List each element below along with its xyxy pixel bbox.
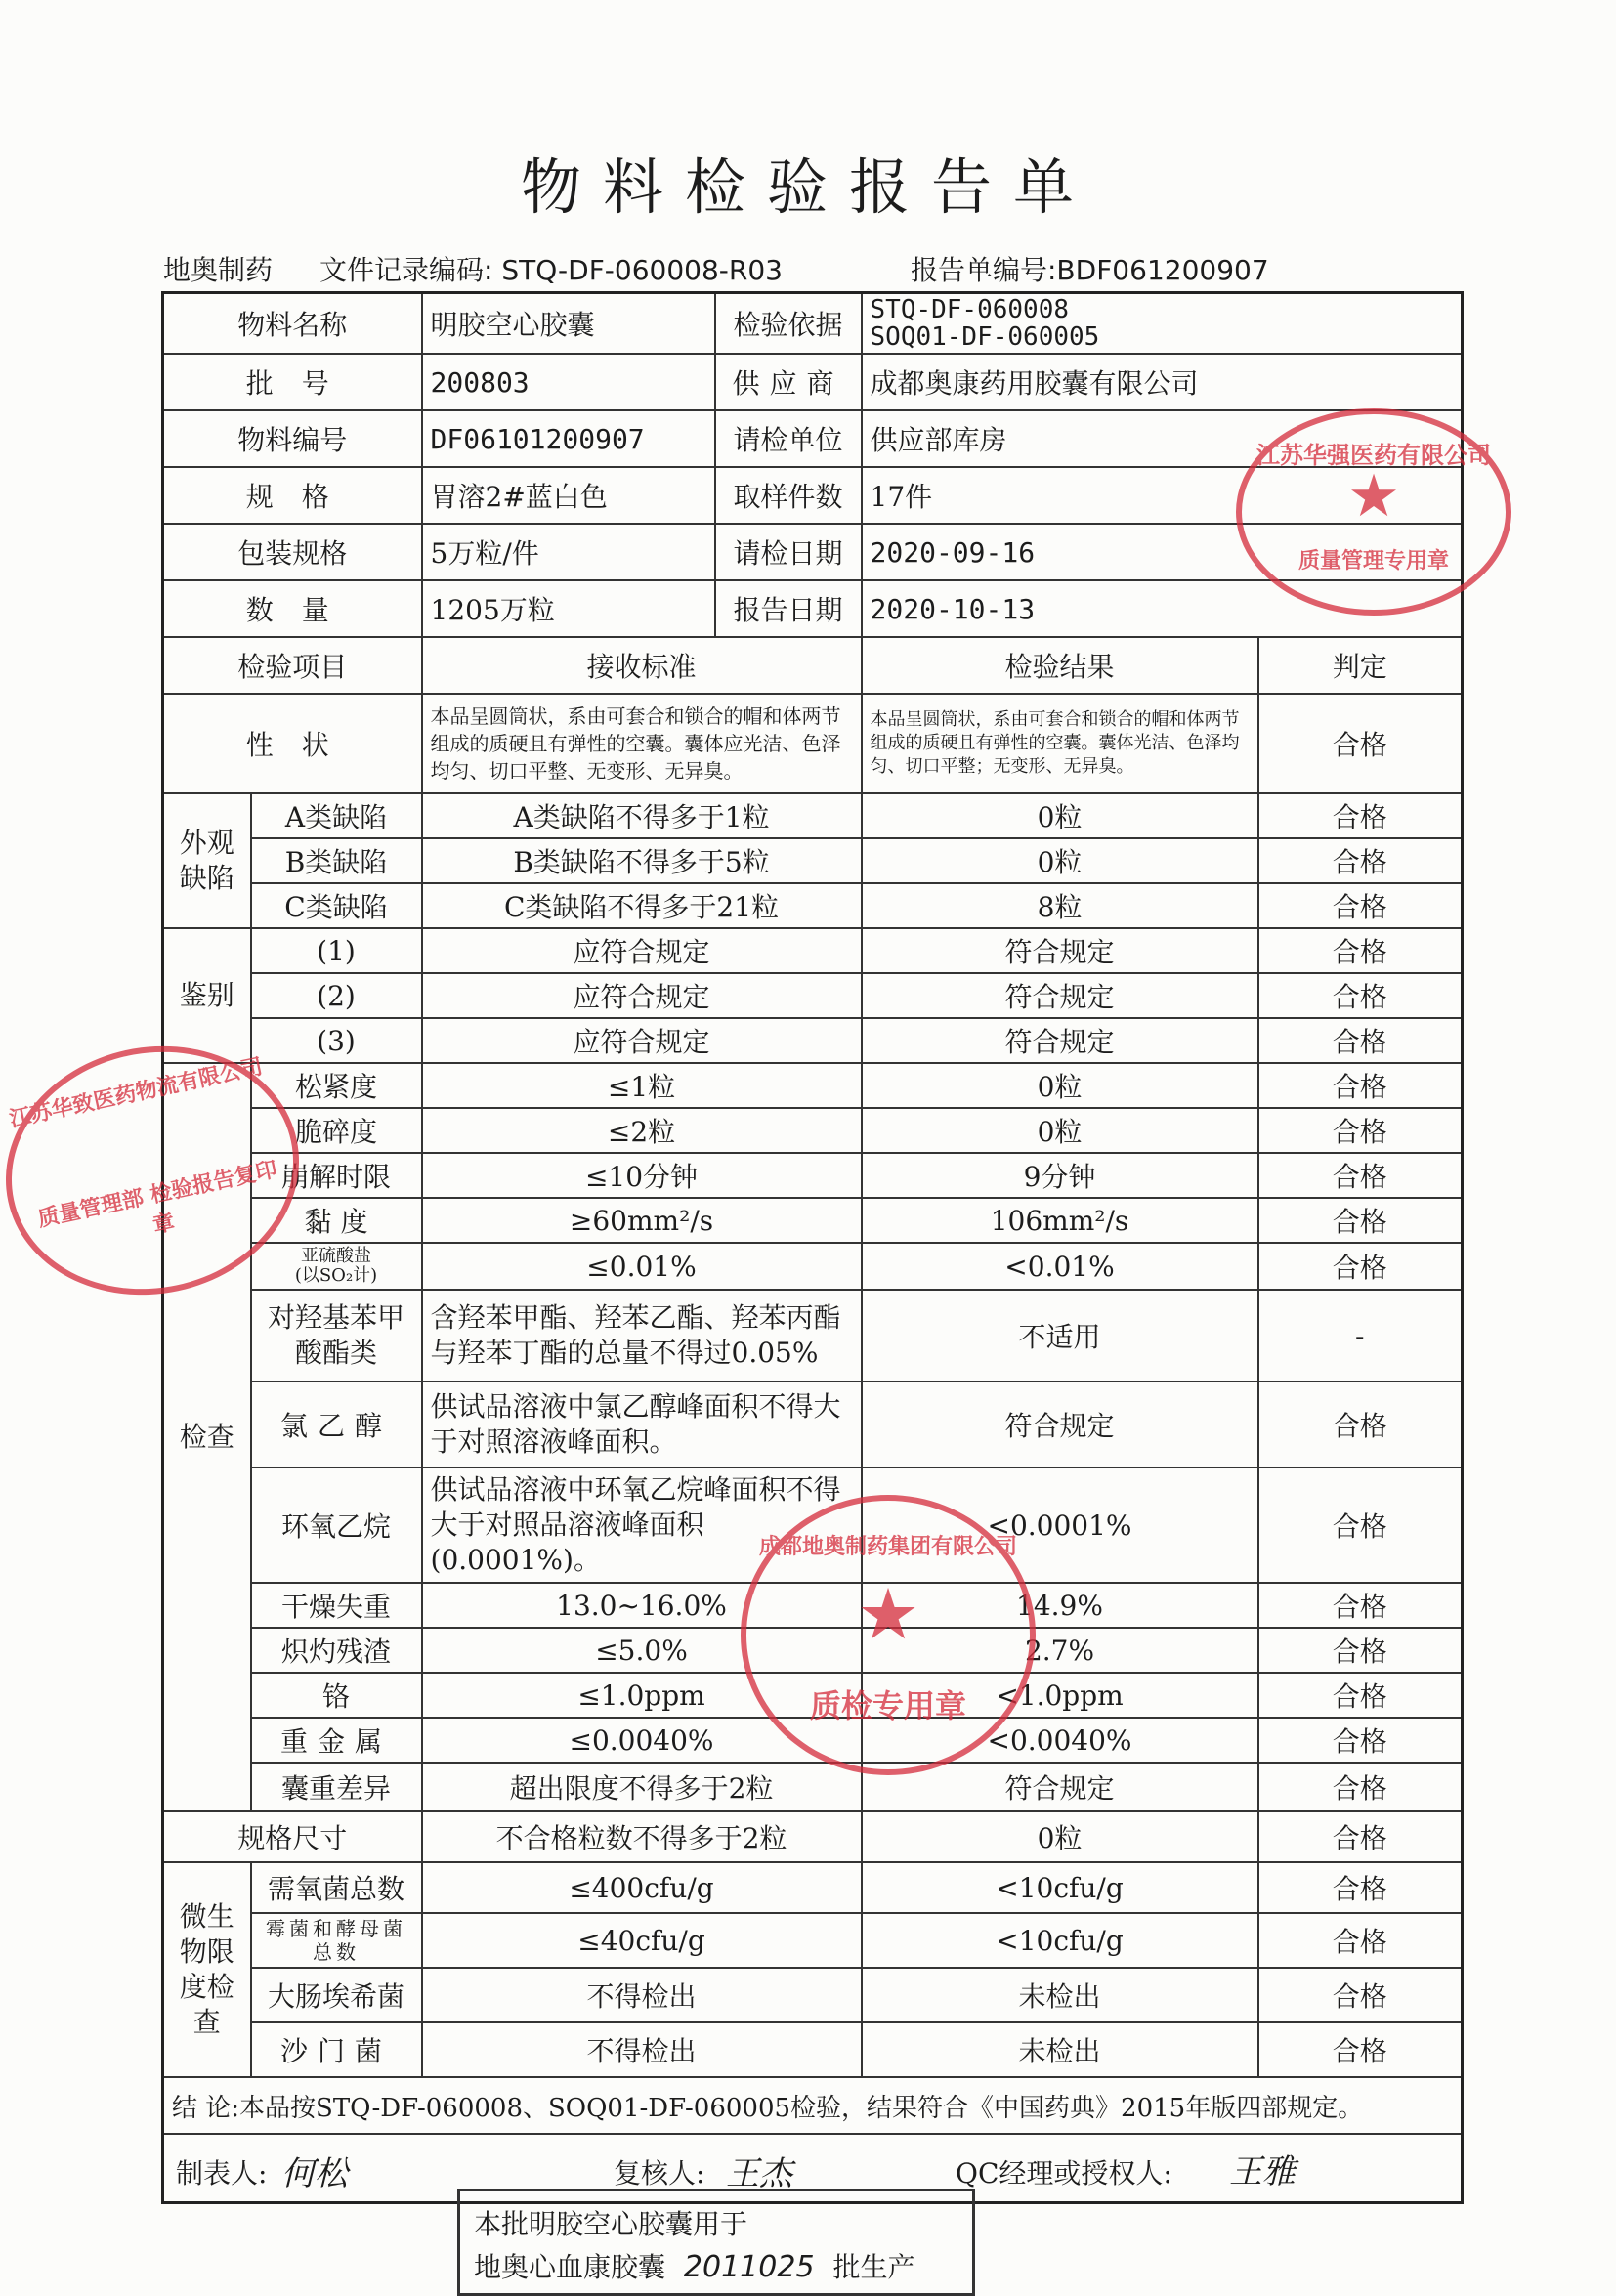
character-label: 性 状 bbox=[163, 694, 422, 793]
row-item: 炽灼残渣 bbox=[251, 1628, 422, 1673]
qc-signature: 王雅 bbox=[1229, 2152, 1296, 2191]
row-verdict: 合格 bbox=[1258, 1628, 1463, 1673]
header-verdict: 判定 bbox=[1258, 637, 1463, 694]
label-report-date: 报告日期 bbox=[715, 580, 862, 637]
row-verdict: 合格 bbox=[1258, 1763, 1463, 1811]
row-result: 符合规定 bbox=[862, 1763, 1258, 1811]
row-verdict: 合格 bbox=[1258, 883, 1463, 928]
character-row bbox=[163, 694, 1463, 793]
table-row bbox=[163, 1018, 1463, 1063]
value-supplier: 成都奥康药用胶囊有限公司 bbox=[862, 354, 1463, 410]
table-row bbox=[163, 2022, 1463, 2077]
table-row bbox=[163, 1862, 1463, 1913]
label-spec: 规 格 bbox=[163, 467, 422, 524]
row-standard: 超出限度不得多于2粒 bbox=[422, 1763, 862, 1811]
row-result: <10cfu/g bbox=[862, 1913, 1258, 1968]
row-item: B类缺陷 bbox=[251, 838, 422, 883]
row-result: 未检出 bbox=[862, 2022, 1258, 2077]
row-standard: 应符合规定 bbox=[422, 1018, 862, 1063]
report-title: 物料检验报告单 bbox=[520, 151, 1095, 223]
header-standard: 接收标准 bbox=[422, 637, 862, 694]
table-row bbox=[163, 928, 1463, 973]
label-qty: 数 量 bbox=[163, 580, 422, 637]
label-basis: 检验依据 bbox=[715, 293, 862, 355]
company-name: 地奥制药 bbox=[163, 254, 274, 286]
row-verdict: 合格 bbox=[1258, 1968, 1463, 2022]
value-sample: 17件 bbox=[862, 467, 1463, 524]
row-standard: ≤1.0ppm bbox=[422, 1673, 862, 1718]
value-request-date: 2020-09-16 bbox=[862, 524, 1463, 580]
table-row bbox=[163, 883, 1463, 928]
row-verdict: 合格 bbox=[1258, 1862, 1463, 1913]
micro-group-label: 微生物限度检查 bbox=[163, 1862, 251, 2077]
label-requester: 请检单位 bbox=[715, 410, 862, 467]
row-verdict: 合格 bbox=[1258, 928, 1463, 973]
row-verdict: 合格 bbox=[1258, 2022, 1463, 2077]
row-standard: ≤400cfu/g bbox=[422, 1862, 862, 1913]
stamp1-sub-text: 质量管理专用章 bbox=[1297, 549, 1449, 574]
info-row-batch bbox=[163, 354, 1463, 410]
table-row bbox=[163, 1198, 1463, 1243]
preparer-label: 制表人: bbox=[176, 2157, 268, 2190]
row-item: 松紧度 bbox=[251, 1063, 422, 1108]
info-row-material bbox=[163, 293, 1463, 355]
row-verdict: 合格 bbox=[1258, 1467, 1463, 1583]
row-verdict: 合格 bbox=[1258, 1673, 1463, 1718]
row-result: <0.01% bbox=[862, 1243, 1258, 1290]
value-requester: 供应部库房 bbox=[862, 410, 1463, 467]
table-row bbox=[163, 1382, 1463, 1467]
table-row bbox=[163, 838, 1463, 883]
row-item: (3) bbox=[251, 1018, 422, 1063]
row-verdict: 合格 bbox=[1258, 1718, 1463, 1763]
character-verdict: 合格 bbox=[1258, 694, 1463, 793]
row-standard: 应符合规定 bbox=[422, 928, 862, 973]
row-standard: 含羟苯甲酯、羟苯乙酯、羟苯丙酯与羟苯丁酯的总量不得过0.05% bbox=[422, 1290, 862, 1382]
row-result: 符合规定 bbox=[862, 928, 1258, 973]
row-standard: 供试品溶液中氯乙醇峰面积不得大于对照溶液峰面积。 bbox=[422, 1382, 862, 1467]
size-row bbox=[163, 1811, 1463, 1862]
row-item: 大肠埃希菌 bbox=[251, 1968, 422, 2022]
row-result: 0粒 bbox=[862, 1063, 1258, 1108]
row-standard: ≤0.0040% bbox=[422, 1718, 862, 1763]
table-row bbox=[163, 1290, 1463, 1382]
row-item: 铬 bbox=[251, 1673, 422, 1718]
qc-label: QC经理或授权人: bbox=[956, 2157, 1172, 2190]
row-result: 不适用 bbox=[862, 1290, 1258, 1382]
sulfite-note: (以SO₂计) bbox=[294, 1265, 378, 1286]
reviewer-signature: 王杰 bbox=[726, 2154, 792, 2193]
table-row bbox=[163, 1063, 1463, 1108]
row-result: <1.0ppm bbox=[862, 1673, 1258, 1718]
manufacturer-qc-stamp bbox=[741, 1495, 1036, 1775]
row-standard: ≤0.01% bbox=[422, 1243, 862, 1290]
label-material-name: 物料名称 bbox=[163, 293, 422, 355]
row-verdict: - bbox=[1258, 1290, 1463, 1382]
info-row-qty bbox=[163, 580, 1463, 637]
value-basis bbox=[862, 293, 1463, 355]
row-verdict: 合格 bbox=[1258, 1382, 1463, 1467]
row-result: 9分钟 bbox=[862, 1153, 1258, 1198]
table-row bbox=[163, 1108, 1463, 1153]
row-item: 需氧菌总数 bbox=[251, 1862, 422, 1913]
row-result: 0粒 bbox=[862, 1811, 1258, 1862]
row-result: <0.0001% bbox=[862, 1467, 1258, 1583]
row-item: 环氧乙烷 bbox=[251, 1467, 422, 1583]
row-standard: 不得检出 bbox=[422, 2022, 862, 2077]
note-suffix: 批生产 bbox=[832, 2251, 915, 2283]
row-item: 脆碎度 bbox=[251, 1108, 422, 1153]
row-item: 霉菌和酵母菌总数 bbox=[251, 1913, 422, 1968]
row-result: 0粒 bbox=[862, 838, 1258, 883]
row-result: <10cfu/g bbox=[862, 1862, 1258, 1913]
character-result: 本品呈圆筒状，系由可套合和锁合的帽和体两节组成的质硬且有弹性的空囊。囊体光洁、色泽均匀、切口平整；无变形、无异臭。 bbox=[862, 694, 1258, 793]
row-result: 符合规定 bbox=[862, 1018, 1258, 1063]
row-standard: 应符合规定 bbox=[422, 973, 862, 1018]
row-result: 106mm²/s bbox=[862, 1198, 1258, 1243]
note-product: 地奥心血康胶囊 bbox=[474, 2251, 666, 2283]
row-verdict: 合格 bbox=[1258, 1583, 1463, 1628]
row-standard: ≤40cfu/g bbox=[422, 1913, 862, 1968]
table-row bbox=[163, 793, 1463, 838]
row-standard: A类缺陷不得多于1粒 bbox=[422, 793, 862, 838]
star-icon: ★ bbox=[1347, 462, 1400, 531]
value-material-name: 明胶空心胶囊 bbox=[422, 293, 715, 355]
basis-2: SOQ01-DF-060005 bbox=[870, 322, 1100, 352]
row-standard: ≤1粒 bbox=[422, 1063, 862, 1108]
label-supplier: 供应商 bbox=[715, 354, 862, 410]
row-result: 符合规定 bbox=[862, 973, 1258, 1018]
label-sample: 取样件数 bbox=[715, 467, 862, 524]
row-item: (2) bbox=[251, 973, 422, 1018]
row-result: 0粒 bbox=[862, 793, 1258, 838]
character-standard: 本品呈圆筒状，系由可套合和锁合的帽和体两节组成的质硬且有弹性的空囊。囊体应光洁、色泽均匀、切口平整、无变形、无异臭。 bbox=[422, 694, 862, 793]
row-item: 对羟基苯甲酸酯类 bbox=[251, 1290, 422, 1382]
identification-group-label: 鉴别 bbox=[163, 928, 251, 1063]
row-item: (1) bbox=[251, 928, 422, 973]
row-item bbox=[251, 1243, 422, 1290]
stamp2-sub-text: 质量管理部 检验报告复印章 bbox=[35, 1157, 280, 1239]
row-verdict: 合格 bbox=[1258, 1243, 1463, 1290]
stamp3-sub-text: 质检专用章 bbox=[809, 1687, 966, 1724]
conclusion-text: 结 论:本品按STQ-DF-060008、SOQ01-DF-060005检验，结果符合《中国药典》2015年版四部规定。 bbox=[163, 2077, 1463, 2134]
stamp1-ring-text: 江苏华强医药有限公司 bbox=[1256, 442, 1491, 469]
row-item: 黏 度 bbox=[251, 1198, 422, 1243]
value-material-code: DF06101200907 bbox=[422, 410, 715, 467]
row-item: 氯乙醇 bbox=[251, 1382, 422, 1467]
note-line-2 bbox=[474, 2246, 958, 2289]
basis-1: STQ-DF-060008 bbox=[870, 295, 1070, 324]
row-standard: 供试品溶液中环氧乙烷峰面积不得大于对照品溶液峰面积(0.0001%)。 bbox=[422, 1467, 862, 1583]
table-row bbox=[163, 1153, 1463, 1198]
row-verdict: 合格 bbox=[1258, 973, 1463, 1018]
check-group-label: 检查 bbox=[163, 1063, 251, 1811]
header-row bbox=[163, 637, 1463, 694]
row-standard: ≤5.0% bbox=[422, 1628, 862, 1673]
row-standard: ≤10分钟 bbox=[422, 1153, 862, 1198]
row-item: 干燥失重 bbox=[251, 1583, 422, 1628]
row-verdict: 合格 bbox=[1258, 1108, 1463, 1153]
row-item: 囊重差异 bbox=[251, 1763, 422, 1811]
row-verdict: 合格 bbox=[1258, 1018, 1463, 1063]
appearance-group-label: 外观缺陷 bbox=[163, 793, 251, 928]
row-verdict: 合格 bbox=[1258, 1063, 1463, 1108]
row-verdict: 合格 bbox=[1258, 838, 1463, 883]
star-icon: ★ bbox=[856, 1572, 920, 1655]
row-verdict: 合格 bbox=[1258, 793, 1463, 838]
row-standard: ≤2粒 bbox=[422, 1108, 862, 1153]
row-item: A类缺陷 bbox=[251, 793, 422, 838]
table-row bbox=[163, 1243, 1463, 1290]
row-standard: ≥60mm²/s bbox=[422, 1198, 862, 1243]
row-item: C类缺陷 bbox=[251, 883, 422, 928]
conclusion-row bbox=[163, 2077, 1463, 2134]
row-result: 符合规定 bbox=[862, 1382, 1258, 1467]
usage-note-box bbox=[457, 2189, 975, 2296]
row-standard: 不得检出 bbox=[422, 1968, 862, 2022]
row-verdict: 合格 bbox=[1258, 1153, 1463, 1198]
table-row bbox=[163, 1968, 1463, 2022]
label-pack: 包装规格 bbox=[163, 524, 422, 580]
label-request-date: 请检日期 bbox=[715, 524, 862, 580]
row-standard: 13.0~16.0% bbox=[422, 1583, 862, 1628]
row-item: 重金属 bbox=[251, 1718, 422, 1763]
row-verdict: 合格 bbox=[1258, 1198, 1463, 1243]
value-spec: 胃溶2#蓝白色 bbox=[422, 467, 715, 524]
label-material-code: 物料编号 bbox=[163, 410, 422, 467]
header-result: 检验结果 bbox=[862, 637, 1258, 694]
row-standard: 不合格粒数不得多于2粒 bbox=[422, 1811, 862, 1862]
note-line-1: 本批明胶空心胶囊用于 bbox=[474, 2208, 748, 2240]
value-qty: 1205万粒 bbox=[422, 580, 715, 637]
row-result: 14.9% bbox=[862, 1583, 1258, 1628]
row-standard: B类缺陷不得多于5粒 bbox=[422, 838, 862, 883]
doc-record-code: 文件记录编码: STQ-DF-060008-R03 bbox=[319, 254, 783, 286]
table-row bbox=[163, 1763, 1463, 1811]
note-batch: 2011025 bbox=[683, 2250, 815, 2284]
value-report-date: 2020-10-13 bbox=[862, 580, 1463, 637]
header-item: 检验项目 bbox=[163, 637, 422, 694]
row-verdict: 合格 bbox=[1258, 1811, 1463, 1862]
supplier-quality-stamp bbox=[1236, 408, 1511, 616]
reviewer-label: 复核人: bbox=[614, 2157, 705, 2190]
row-standard: C类缺陷不得多于21粒 bbox=[422, 883, 862, 928]
table-row bbox=[163, 1913, 1463, 1968]
stamp3-ring-text: 成都地奥制药集团有限公司 bbox=[758, 1535, 1017, 1559]
row-item: 规格尺寸 bbox=[163, 1811, 422, 1862]
row-result: <0.0040% bbox=[862, 1718, 1258, 1763]
value-pack: 5万粒/件 bbox=[422, 524, 715, 580]
label-batch: 批 号 bbox=[163, 354, 422, 410]
stamp2-ring-text: 江苏华致医药物流有限公司 bbox=[7, 1054, 265, 1132]
preparer-signature: 何松 bbox=[281, 2154, 348, 2193]
table-row bbox=[163, 973, 1463, 1018]
report-number: 报告单编号:BDF061200907 bbox=[911, 254, 1269, 286]
row-result: 未检出 bbox=[862, 1968, 1258, 2022]
row-item: 沙门菌 bbox=[251, 2022, 422, 2077]
value-batch: 200803 bbox=[422, 354, 715, 410]
row-verdict: 合格 bbox=[1258, 1913, 1463, 1968]
row-result: 8粒 bbox=[862, 883, 1258, 928]
row-item: 崩解时限 bbox=[251, 1153, 422, 1198]
sulfite-label: 亚硫酸盐 bbox=[301, 1246, 371, 1266]
row-result: 0粒 bbox=[862, 1108, 1258, 1153]
row-result: 2.7% bbox=[862, 1628, 1258, 1673]
